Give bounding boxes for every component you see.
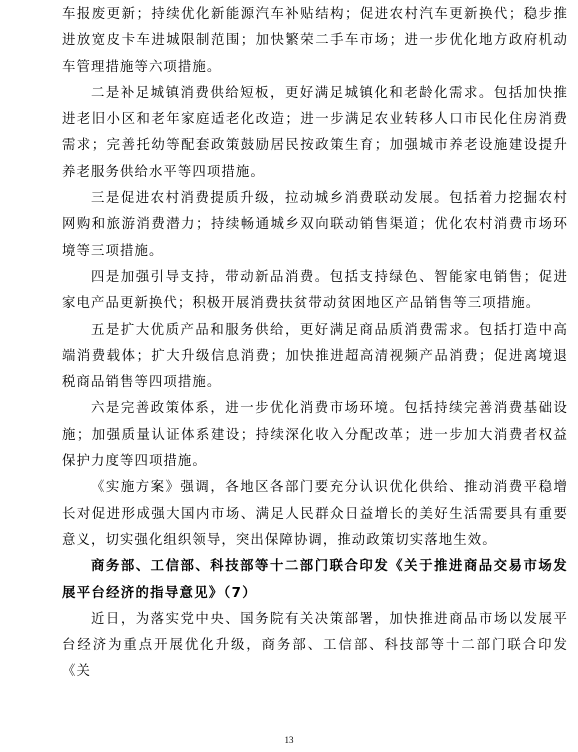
paragraph-policy-system: 六是完善政策体系，进一步优化消费市场环境。包括持续完善消费基础设施；加强质量认证体系建设；持续深化收入分配改革；进一步加大消费者权益保护力度等四项措施。 xyxy=(62,401,568,470)
paragraph-implementation-plan: 《实施方案》强调，各地区各部门要充分认识优化供给、推动消费平稳增长对促进形成强大国内市场、满足人民群众日益增长的美好生活需要具有重要意义，切实强化组织领导，突出保障协调，推动政策切实落地生效。 xyxy=(62,480,568,548)
paragraph-rural-consumption: 三是促进农村消费提质升级，拉动城乡消费联动发展。包括着力挖掘农村网购和旅游消费潜力；持续畅通城乡双向联动销售渠道；优化农村消费市场环境等三项措施。 xyxy=(62,191,568,259)
paragraph-vehicle-measures: 车报废更新；持续优化新能源汽车补贴结构；促进农村汽车更新换代；稳步推进放宽皮卡车进城限制范围；加快繁荣二手车市场；进一步优化地方政府机动车管理措施等六项措施。 xyxy=(62,7,568,75)
paragraph-recent-news: 近日，为落实党中央、国务院有关决策部署，加快推进商品市场以发展平台经济为重点开展优化升级，商务部、工信部、科技部等十二部门联合印发《关 xyxy=(62,611,568,680)
paragraph-new-products: 四是加强引导支持，带动新品消费。包括支持绿色、智能家电销售；促进家电产品更新换代；积极开展消费扶贫带动贫困地区产品销售等三项措施。 xyxy=(62,269,568,312)
document-body xyxy=(62,2,568,686)
section-heading: 商务部、工信部、科技部等十二部门联合印发《关于推进商品交易市场发展平台经济的指导意见》（7） xyxy=(62,559,568,601)
paragraph-urban-supply: 二是补足城镇消费供给短板，更好满足城镇化和老龄化需求。包括加快推进老旧小区和老年家庭适老化改造；进一步满足农业转移人口市民化住房消费需求；完善托幼等配套政策鼓励居民按政策生育；加强城市养老设施建设提升养老服务供给水平等四项措施。 xyxy=(62,85,568,180)
page-number: 13 xyxy=(284,735,294,745)
paragraph-quality-supply: 五是扩大优质产品和服务供给，更好满足商品质消费需求。包括打造中高端消费载体；扩大升级信息消费；加快推进超高清视频产品消费；促进离境退税商品销售等四项措施。 xyxy=(62,322,568,391)
